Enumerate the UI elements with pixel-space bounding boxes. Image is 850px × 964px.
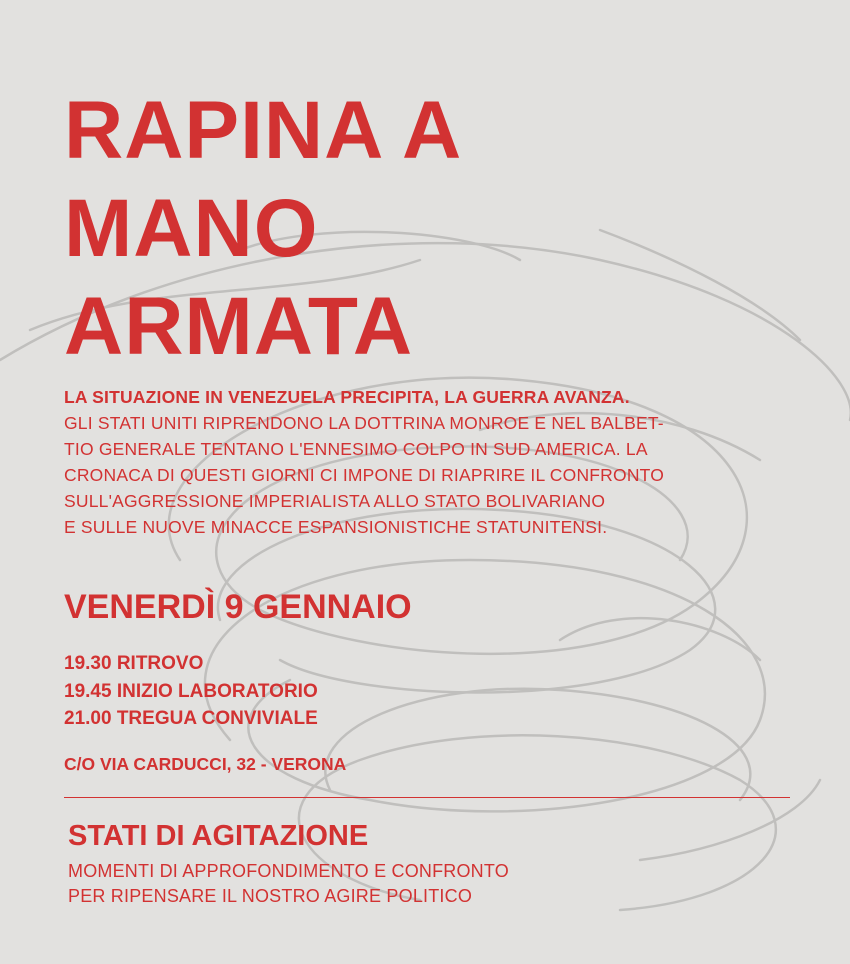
headline-line: ARMATA xyxy=(64,281,414,372)
schedule-item: 21.00 TREGUA CONVIVIALE xyxy=(64,708,318,729)
intro-paragraph xyxy=(64,384,784,540)
section-title: STATI DI AGITAZIONE xyxy=(68,820,369,852)
intro-line: CRONACA DI QUESTI GIORNI CI IMPONE DI RIAPRIRE IL CONFRONTO xyxy=(64,465,665,485)
intro-line: TIO GENERALE TENTANO L'ENNESIMO COLPO IN SUD AMERICA. LA xyxy=(64,439,648,459)
section-subtitle xyxy=(68,859,509,909)
event-address: C/O VIA CARDUCCI, 32 - VERONA xyxy=(64,754,347,774)
schedule-item: 19.45 INIZIO LABORATORIO xyxy=(64,680,318,702)
divider xyxy=(64,797,790,798)
section-subtitle-line: PER RIPENSARE IL NOSTRO AGIRE POLITICO xyxy=(68,886,473,906)
schedule-item: 19.30 RITROVO xyxy=(64,653,204,674)
intro-line: GLI STATI UNITI RIPRENDONO LA DOTTRINA MONROE E NEL BALBET- xyxy=(64,413,664,433)
event-date: VENERDÌ 9 GENNAIO xyxy=(64,588,412,626)
intro-line: LA SITUAZIONE IN VENEZUELA PRECIPITA, LA GUERRA AVANZA. xyxy=(64,387,630,407)
intro-line: E SULLE NUOVE MINACCE ESPANSIONISTICHE STATUNITENSI. xyxy=(64,517,608,537)
section-subtitle-line: MOMENTI DI APPROFONDIMENTO E CONFRONTO xyxy=(68,861,509,881)
headline xyxy=(64,82,462,376)
headline-line: RAPINA A xyxy=(64,85,463,176)
headline-line: MANO xyxy=(64,183,319,274)
schedule-list xyxy=(64,650,318,733)
intro-line: SULL'AGGRESSIONE IMPERIALISTA ALLO STATO BOLIVARIANO xyxy=(64,491,606,511)
